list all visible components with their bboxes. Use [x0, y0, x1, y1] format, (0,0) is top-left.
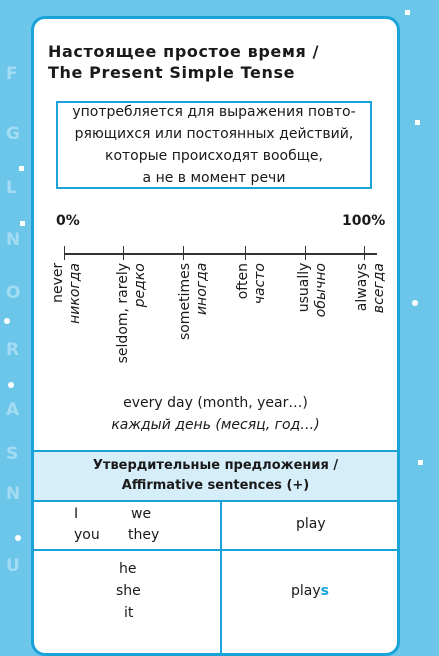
bg-square [19, 166, 24, 171]
bg-square [418, 460, 423, 465]
frequency-en: seldom, rarely [115, 263, 131, 364]
scale-tick [64, 246, 65, 260]
pronoun-it: it [124, 605, 134, 621]
bg-letter: G [6, 124, 20, 144]
bg-letter: A [6, 400, 20, 420]
bg-letter: O [6, 283, 21, 303]
table-row-divider [34, 549, 397, 551]
scale-tick [123, 246, 124, 260]
frequency-always [354, 263, 388, 313]
bg-letter: L [6, 178, 17, 198]
definition-line: ряющихся или постоянных действий, [74, 126, 354, 142]
frequency-ru: обычно [313, 263, 329, 318]
frequency-en: often [235, 263, 251, 300]
every-day-en: every day (month, year…) [123, 395, 308, 411]
frequency-ru: иногда [194, 263, 210, 316]
frequency-en: usually [296, 263, 312, 313]
bg-letter: S [6, 444, 19, 464]
definition-line: которые происходят вообще, [105, 148, 323, 164]
bg-letter: R [6, 340, 20, 360]
frequency-ru: редко [132, 263, 148, 308]
pronoun-they: they [128, 527, 160, 543]
bg-dot [4, 318, 10, 324]
verb-suffix-highlight: s [320, 583, 329, 599]
bg-square [415, 120, 420, 125]
pronoun-he: he [119, 561, 137, 577]
definition-line: а не в момент речи [142, 170, 286, 186]
scale-tick [245, 246, 246, 260]
frequency-en: never [50, 263, 66, 304]
title-ru: Настоящее простое время / [48, 42, 320, 61]
frequency-usually [296, 263, 330, 317]
frequency-sometimes [177, 263, 211, 340]
bg-square [405, 10, 410, 15]
bg-letter: F [6, 64, 18, 84]
bg-letter: N [6, 230, 21, 250]
pronoun-she: she [116, 583, 141, 599]
frequency-often [235, 263, 269, 304]
frequency-seldom [115, 263, 149, 363]
scale-max-label: 100% [342, 213, 386, 229]
verb-play: play [296, 516, 326, 532]
bg-letter: N [6, 484, 21, 504]
scale-min-label: 0% [56, 213, 80, 229]
section-title-en: Affirmative sentences (+) [121, 478, 310, 493]
scale-tick [305, 246, 306, 260]
pronoun-you: you [74, 527, 100, 543]
pronoun-we: we [131, 506, 152, 522]
definition-box [56, 101, 372, 189]
pronoun-i: I [74, 506, 79, 522]
frequency-scale-line [64, 253, 377, 255]
frequency-ru: всегда [371, 263, 387, 314]
bg-dot [8, 382, 14, 388]
frequency-en: sometimes [177, 263, 193, 341]
bg-square [20, 221, 25, 226]
every-day-ru: каждый день (месяц, год…) [111, 417, 320, 433]
definition-line: употребляется для выражения повто- [72, 104, 356, 120]
section-title-ru: Утвердительные предложения / [92, 458, 339, 473]
table-column-divider [220, 500, 222, 656]
verb-base: play [291, 583, 321, 599]
frequency-en: always [354, 263, 370, 312]
bg-dot [412, 300, 418, 306]
verb-plays [291, 583, 329, 599]
page-title [48, 41, 319, 83]
grammar-card [31, 16, 400, 656]
bg-letter: U [6, 556, 20, 576]
bg-dot [15, 535, 21, 541]
scale-tick [183, 246, 184, 260]
section-header [34, 450, 397, 502]
frequency-never [50, 263, 84, 324]
frequency-ru: никогда [67, 263, 83, 324]
title-en: The Present Simple Tense [48, 63, 296, 82]
scale-tick [364, 246, 365, 260]
frequency-ru: часто [252, 263, 268, 305]
